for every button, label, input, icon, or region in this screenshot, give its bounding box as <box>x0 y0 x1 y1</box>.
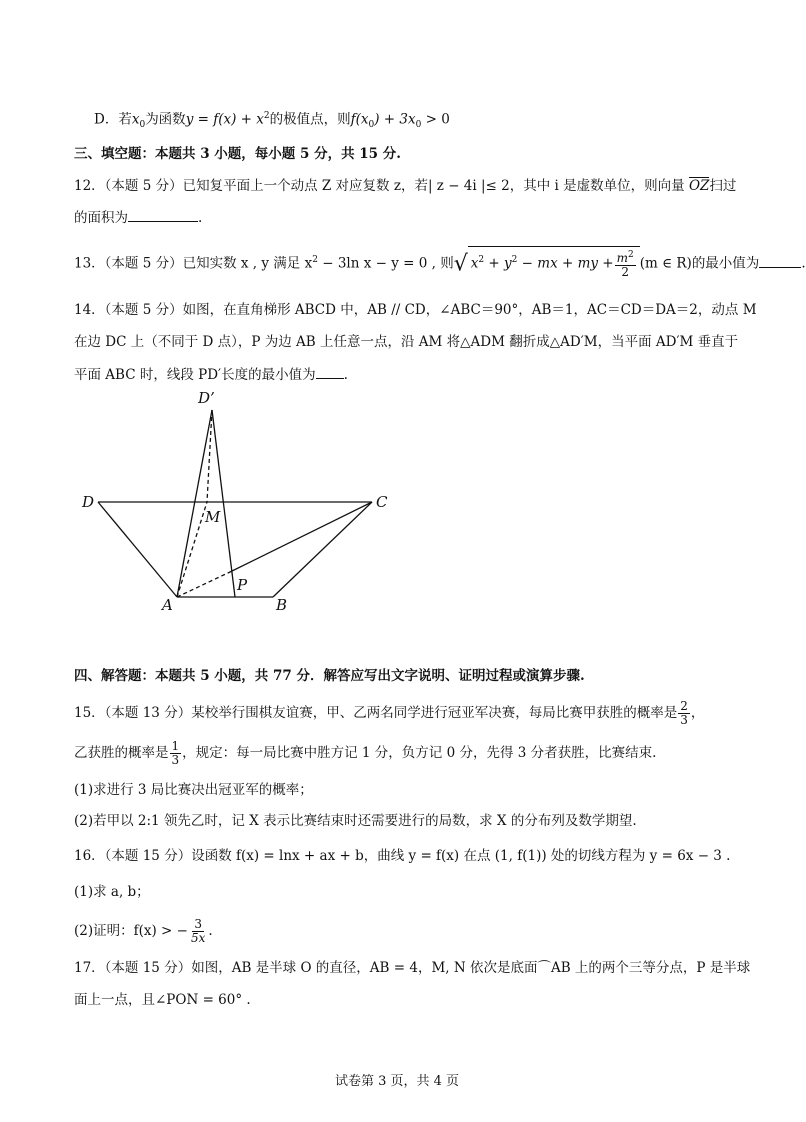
section-3-heading: 三、填空题：本题共 3 小题，每小题 5 分，共 15 分. <box>74 146 401 162</box>
trapezoid-fold-figure <box>70 385 410 620</box>
label-d: D <box>82 493 95 511</box>
page-footer: 试卷第 3 页，共 4 页 <box>334 1074 460 1089</box>
q14-line-1: 14．（本题 5 分）如图，在直角梯形 ABCD 中，AB // CD，∠ABC＝90°，AB＝1，AC＝CD＝DA＝2，动点 M <box>74 302 757 318</box>
q11-option-d: D．若$x_0$为函数$y = f(x) + x^2$的极值点，则$f(x_0) + 3x_0 > 0$ <box>94 111 450 131</box>
label-m: M <box>205 508 221 526</box>
label-d-prime: D’ <box>198 389 215 407</box>
diagonal-ac-solid <box>230 502 372 572</box>
radicand: $x^2 + y^2$ − mx + my + $\frac{m^2}{2}$ <box>468 246 640 279</box>
diagonal-ac-dashed <box>177 572 230 597</box>
edge-d-prime-p <box>212 410 235 597</box>
label-a: A <box>162 596 173 614</box>
q17-line-2: 面上一点，且∠PON = 60° . <box>74 992 251 1008</box>
label-b: B <box>276 596 288 614</box>
fraction-m2-over-2: $\frac{m^2}{2}$ <box>616 250 634 279</box>
edge-cb <box>273 502 372 597</box>
label-p: P <box>237 576 248 594</box>
fraction-2-3: $\frac{2}{3}$ <box>680 699 688 727</box>
q12-line-1: 12．（本题 5 分）已知复平面上一个动点 Z 对应复数 z，若| z − 4i |≤ 2，其中 i 是虚数单位，则向量 OZ扫过 <box>74 178 737 194</box>
answer-blank <box>759 253 801 268</box>
fraction-1-3: $\frac{1}{3}$ <box>171 739 180 767</box>
answer-blank <box>316 364 344 379</box>
edge-da <box>98 502 177 597</box>
fraction-3-5x: $\frac{3}{5x}$ <box>190 917 206 945</box>
q14-line-3: 平面 ABC 时，线段 PD′长度的最小值为 . <box>74 364 348 385</box>
section-4-heading: 四、解答题：本题共 5 小题，共 77 分．解答应写出文字说明、证明过程或演算步骤. <box>74 668 585 684</box>
radical-sign: √ <box>453 251 468 277</box>
q15-part-2: (2)若甲以 2:1 领先乙时，记 X 表示比赛结束时还需要进行的局数，求 X 的分布列及数学期望. <box>74 813 637 829</box>
q13-line: 13．（本题 5 分）已知实数 x , y 满足 $x^2 - 3\ln$ x − y = 0 , 则√ $x^2 + y^2$ − mx + my + $\frac{m^2}{2}$ (m ∈ R)的最小值为 . <box>74 246 806 279</box>
q16-line-1: 16．（本题 15 分）设函数 f(x) = lnx + ax + b，曲线 y = f(x) 在点 (1, f(1)) 处的切线方程为 y = 6x − 3 . <box>74 848 731 864</box>
label-c: C <box>376 493 388 511</box>
q12-line-2: 的面积为 . <box>74 207 202 228</box>
q15-part-1: (1)求进行 3 局比赛决出冠亚军的概率； <box>74 782 313 798</box>
q15-line-1: 15．（本题 13 分）某校举行围棋友谊赛，甲、乙两名同学进行冠亚军决赛，每局比赛甲获胜的概率是 $\frac{2}{3}$ ， <box>74 699 705 727</box>
q14-line-2: 在边 DC 上（不同于 D 点），P 为边 AB 上任意一点，沿 AM 将△ADM 翻折成△AD′M，当平面 AD′M 垂直于 <box>74 334 739 350</box>
q16-part-1: (1)求 a, b； <box>74 884 150 900</box>
q15-line-2: 乙获胜的概率是 $\frac{1}{3}$ ，规定：每一局比赛中胜方记 1 分，负方记 0 分，先得 3 分者获胜，比赛结束. <box>74 739 657 767</box>
q16-part-2: (2)证明：f(x) > − $\frac{3}{5x}$ . <box>74 917 213 945</box>
q17-line-1: 17．（本题 15 分）如图，AB 是半球 O 的直径，AB = 4，M, N 依次是底面⌒AB 上的两个三等分点，P 是半球 <box>74 960 751 976</box>
answer-blank <box>128 207 198 222</box>
vector-oz: OZ <box>688 178 710 194</box>
